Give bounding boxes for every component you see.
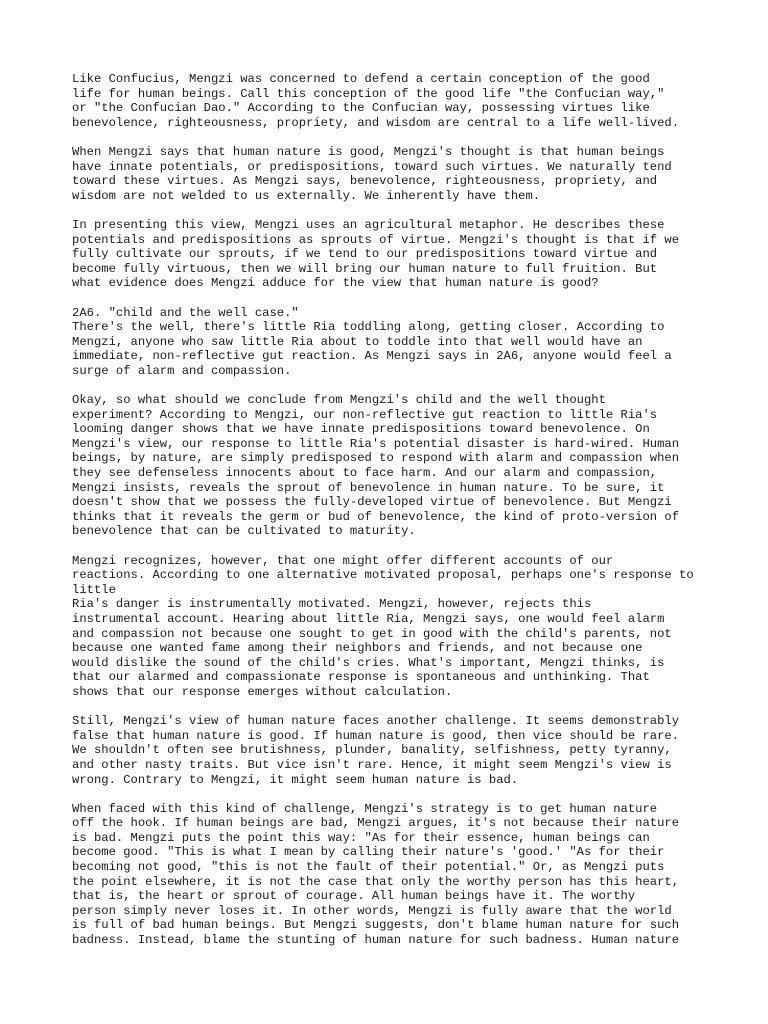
paragraph-thought-experiment: Okay, so what should we conclude from Mengzi's child and the well thought experiment? According to Mengzi, our non-reflective gut reaction to little Ria's looming danger shows that we have innate predispositions toward benevolence. On Mengzi's view, our response to little Ria's potential disaster is hard-wired. Human beings, by nature, are simply predisposed to respond with alarm and compassion when they see defenseless innocents about to face harm. And our alarm and compassion, Mengzi insists, reveals the sprout of benevolence in human nature. To be sure, it doesn't show that we possess the fully-developed virtue of benevolence. But Mengzi thinks that it reveals the germ or bud of benevolence, the kind of proto-version of benevolence that can be cultivated to maturity. [72, 393, 680, 539]
paragraph-confucian-way: Like Confucius, Mengzi was concerned to defend a certain conception of the good life for human beings. Call this conception of the good life "the Confucian way," or "the Confucian Dao." According to the Confucian way, possessing virtues like benevolence, righteousness, propriety, and wisdom are central to a life well-lived. [72, 72, 680, 130]
paragraph-alternative-accounts: Mengzi recognizes, however, that one might offer different accounts of our reactions. According to one alternative motivated proposal, perhaps one's response to little Ria's danger is instrumentally motivated. Mengzi, however, rejects this instrumental account. Hearing about little Ria, Mengzi says, one would feel alarm and compassion not because one sought to get in good with the child's parents, not because one wanted fame among their neighbors and friends, and not because one would dislike the sound of the child's cries. What's important, Mengzi thinks, is that our alarmed and compassionate response is spontaneous and unthinking. That shows that our response emerges without calculation. [72, 553, 694, 699]
paragraph-mengzi-strategy: When faced with this kind of challenge, Mengzi's strategy is to get human nature off the hook. If human beings are bad, Mengzi argues, it's not because their nature is bad. Mengzi puts the point this way: "As for their essence, human beings can become good. "This is what I mean by calling their nature's 'good.' "As for their becoming not good, "this is not the fault of their potential." Or, as Mengzi puts the point elsewhere, it is not the case that only the worthy person has this heart, that is, the heart or sprout of courage. All human beings have it. The worthy person simply never loses it. In other words, Mengzi is fully aware that the world is full of bad human beings. But Mengzi suggests, don't blame human nature for such badness. Instead, blame the stunting of human nature for such badness. Human nature [72, 801, 680, 948]
paragraph-another-challenge: Still, Mengzi's view of human nature faces another challenge. It seems demonstrably false that human nature is good. If human nature is good, then vice should be rare. We shouldn't often see brutishness, plunder, banality, selfishness, petty tyranny, and other nasty traits. But vice isn't rare. Hence, it might seem Mengzi's view is wrong. Contrary to Mengzi, it might seem human nature is bad. [72, 714, 680, 787]
paragraph-child-and-well: 2A6. "child and the well case." There's the well, there's little Ria toddling along, getting closer. According to Mengzi, anyone who saw little Ria about to toddle into that well would have an immediate, non-reflective gut reaction. As Mengzi says in 2A6, anyone would feel a surge of alarm and compassion. [72, 305, 672, 378]
paragraph-human-nature-good: When Mengzi says that human nature is good, Mengzi's thought is that human beings have innate potentials, or predispositions, toward such virtues. We naturally tend toward these virtues. As Mengzi says, benevolence, righteousness, propriety, and wisdom are not welded to us externally. We inherently have them. [72, 144, 672, 203]
paragraph-agricultural-metaphor: In presenting this view, Mengzi uses an agricultural metaphor. He describes these potentials and predispositions as sprouts of virtue. Mengzi's thought is that if we fully cultivate our sprouts, if we tend to our predispositions toward virtue and become fully virtuous, then we will bring our human nature to full fruition. But what evidence does Mengzi adduce for the view that human nature is good? [72, 217, 680, 291]
document-page [72, 72, 712, 962]
